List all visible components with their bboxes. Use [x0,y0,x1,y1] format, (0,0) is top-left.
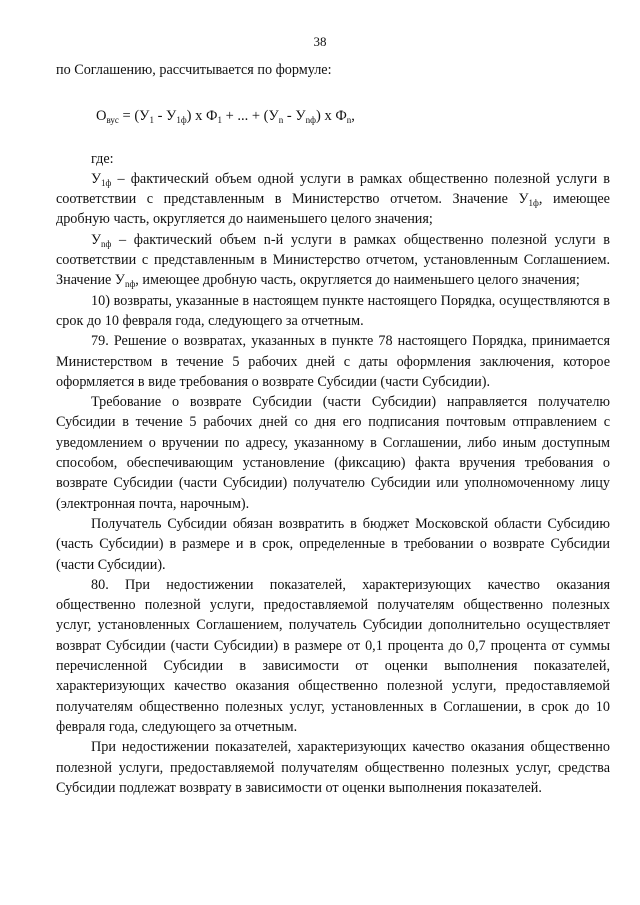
definition-text: – фактический объем n-й услуги в рамках общественно полезной услуги в соответствии с представленным в Министерство отчетом, установленным Соглашением. Значение У [56,231,610,289]
definition-value-sub: nф [124,279,136,290]
intro-line: по Соглашению, рассчитывается по формуле: [56,62,332,78]
definition-text: , имеющее дробную часть, округляется до наименьшего целого значения; [56,191,610,228]
paragraph-10-returns-deadline: 10) возвраты, указанные в настоящем пункте настоящего Порядка, осуществляются в срок до 10 февраля года, следующего за отчетным. [56,292,610,329]
formula-sub: n [346,115,352,126]
definition-symbol: У [91,231,102,248]
formula-part: = (У [118,108,150,125]
definition-unf [56,230,610,291]
paragraph-return-request: Требование о возврате Субсидии (части Субсидии) направляется получателю Субсидии в течение 5 рабочих дней со дня его подписания почтовым отправлением с уведомлением о вручении по адресу, указанному в Соглашении, либо иным доступным способом, обеспечивающим установление (фиксацию) факта вручения требования о возврате Субсидии (части Субсидии) получателю Субсидии или уполномоченному лицу (электронная почта, нарочным). [56,394,610,512]
formula-part: , [351,108,355,125]
where-label: где: [91,150,114,167]
formula-part: ) х Ф [315,108,347,125]
paragraph-indicators-return: При недостижении показателей, характеризующих качество оказания общественно полезной услуги, предоставляемой получателям общественно полезных услуг, средства Субсидии подлежат возврату в зависимости от оценки выполнения показателей. [56,739,610,796]
definition-symbol-sub: 1ф [101,177,112,188]
formula [56,106,610,126]
formula-sub: 1ф [176,115,187,126]
definition-text: – фактический объем одной услуги в рамках общественно полезной услуги в соответствии с представленным в Министерство отчетом. Значение У [56,170,610,208]
paragraph-79-decision: 79. Решение о возвратах, указанных в пункте 78 настоящего Порядка, принимается Министерством в течение 5 рабочих дней с даты оформления заключения, которое оформляется в виде требования о возврате Субсидии (части Субсидии). [56,333,610,390]
definition-symbol: У [91,170,102,187]
formula-lhs: О [96,108,107,125]
paragraph-recipient-obligation: Получатель Субсидии обязан возвратить в бюджет Московской области Субсидию (часть Субсидии) в размере и в срок, определенные в требовании о возврате Субсидии (части Субсидии). [56,515,610,573]
formula-sub: 1 [149,115,154,126]
document-body [56,60,610,798]
formula-sub: n [278,115,284,126]
definition-text: , имеющее дробную часть, округляется до наименьшего целого значения; [135,272,580,289]
formula-sub: nф [305,115,316,126]
paragraph-80-quality-indicators: 80. При недостижении показателей, характеризующих качество оказания общественно полезной услуги, предоставляемой получателям общественно полезных услуг, установленных Соглашением, получатель Субсидии дополнительно осуществляет возврат Субсидии (части Субсидии) в размере от 0,1 процента до 0,7 процента от суммы перечисленной Субсидии в зависимости от оценки выполнения показателей, характеризующих качество оказания общественно полезной услуги, предоставляемой получателям общественно полезных услуг, установленных в Соглашении, в срок до 10 февраля года, следующего за отчетным. [56,576,610,735]
page-number: 38 [313,34,327,49]
formula-part: - У [283,108,306,125]
definition-value-sub: 1ф [528,198,539,209]
formula-lhs-sub: вус [106,115,119,126]
formula-part: + ... + (У [221,108,279,125]
formula-part: - У [153,108,177,125]
formula-sub: 1 [217,115,222,126]
formula-part: ) х Ф [186,108,218,125]
definition-symbol-sub: nф [101,238,112,249]
definition-u1f [56,169,610,230]
